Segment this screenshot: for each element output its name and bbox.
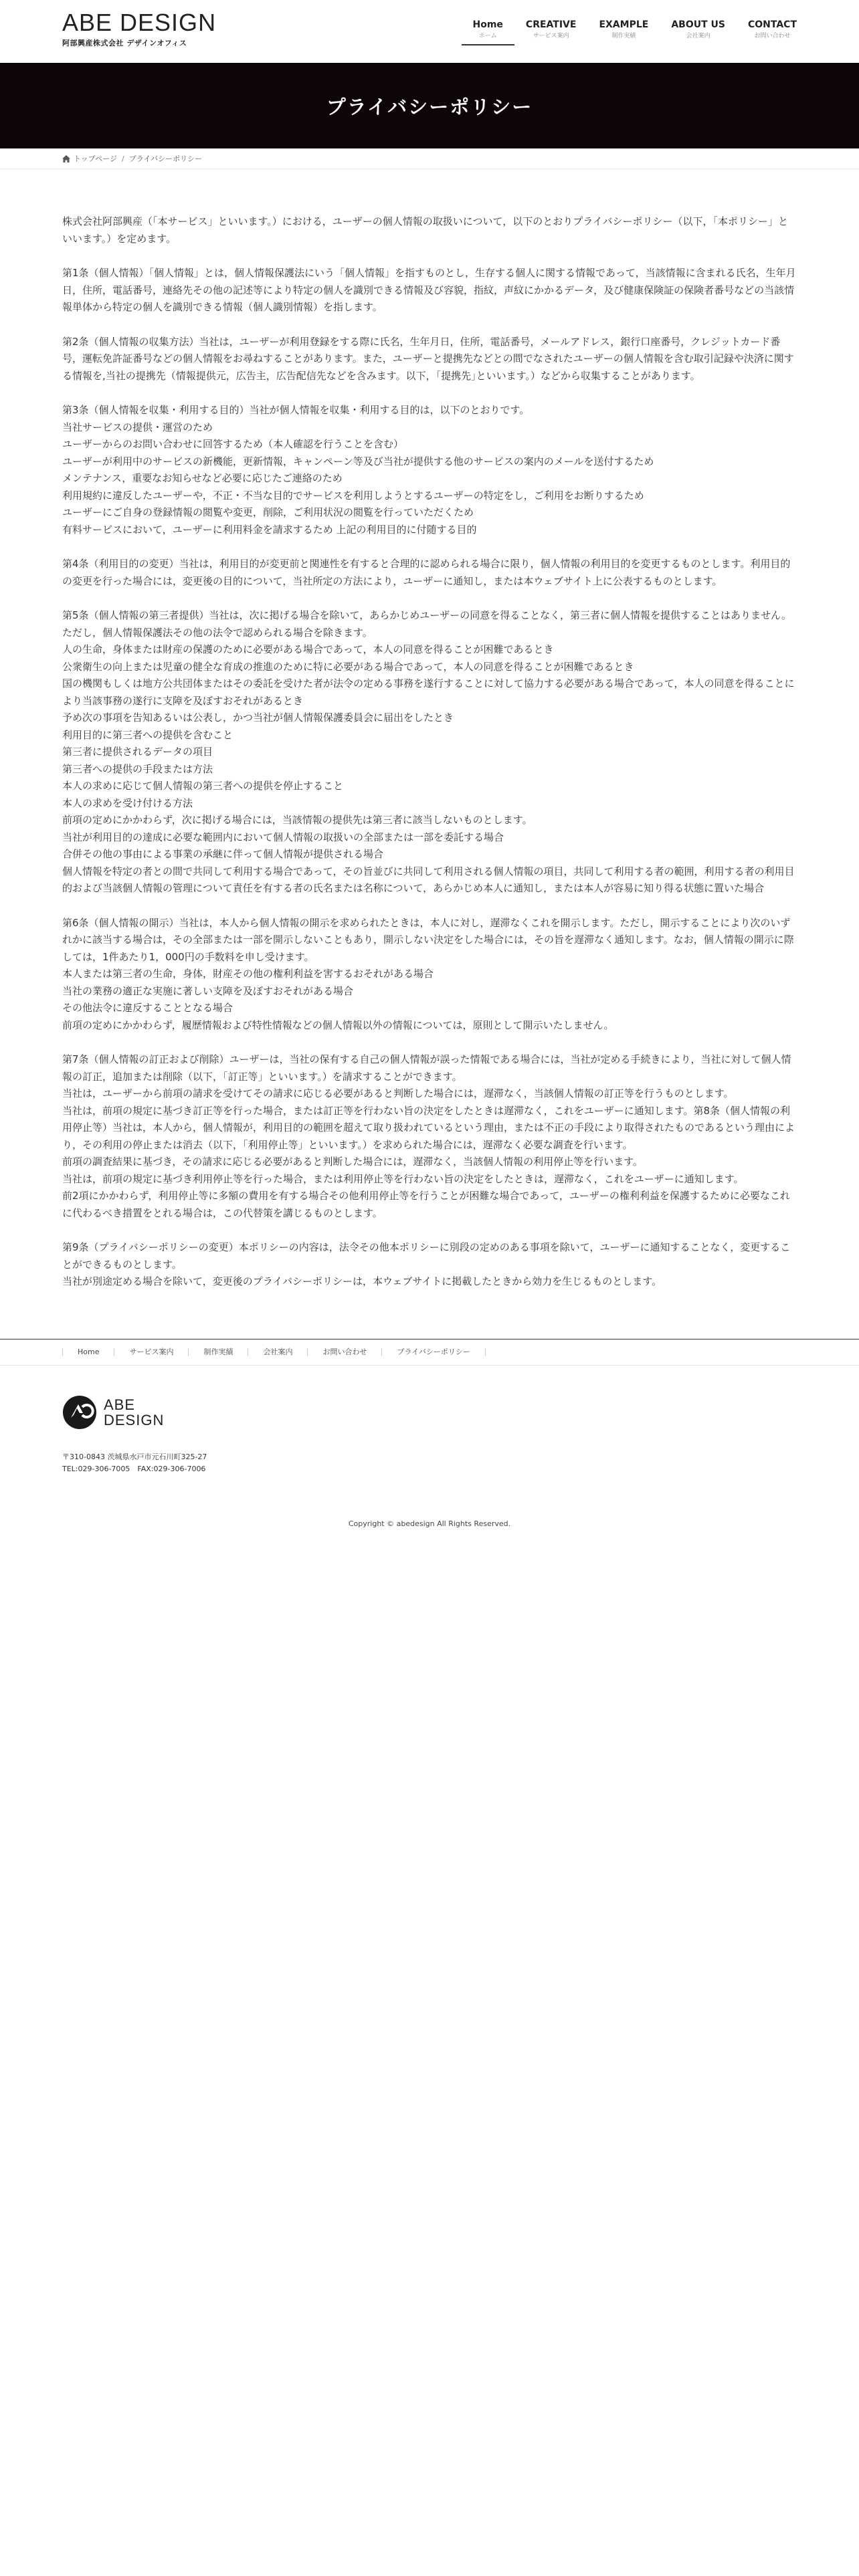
footer-logo-line1: ABE: [104, 1396, 136, 1413]
nav-label: CONTACT: [747, 19, 797, 30]
breadcrumb-separator: /: [122, 154, 124, 163]
nav-label: ABOUT US: [671, 19, 725, 30]
policy-line: 本人の求めに応じて個人情報の第三者への提供を停止すること: [62, 780, 344, 792]
site-logo[interactable]: [62, 9, 216, 48]
nav-sub-label: お問い合わせ: [754, 33, 791, 39]
policy-line: 前項の調査結果に基づき，その請求に応じる必要があると判断した場合には，遅滞なく，当該個人情報の利用停止等を行います。: [62, 1156, 643, 1168]
policy-line: 前2項にかかわらず，利用停止等に多額の費用を有する場合その他利用停止等を行うことが困難な場合であって，ユーザーの権利利益を保護するために必要なこれに代わるべき措置をとれる場合は，この代替策を講じるものとします。: [62, 1190, 790, 1219]
copyright: Copyright © abedesign All Rights Reserved.: [348, 1519, 511, 1528]
nav-sub-label: ホーム: [478, 33, 497, 39]
nav-item-about-us[interactable]: [660, 19, 737, 45]
nav-label: CREATIVE: [525, 19, 577, 30]
abe-logo-mark-icon: [62, 1395, 97, 1430]
policy-line: 当社は，前項の規定に基づき利用停止等を行った場合，または利用停止等を行わない旨の決定をしたときは，遅滞なく，これをユーザーに通知します。: [62, 1172, 744, 1185]
policy-paragraph: [62, 334, 797, 385]
footer-nav: [62, 1339, 797, 1365]
policy-line: 本人または第三者の生命，身体，財産その他の権利利益を害するおそれがある場合: [62, 968, 434, 980]
policy-line: 本人の求めを受け付ける方法: [62, 796, 193, 809]
policy-line: ユーザーにご自身の登録情報の閲覧や変更，削除，ご利用状況の閲覧を行っていただくため: [62, 506, 474, 518]
policy-line: 国の機関もしくは地方公共団体またはその委託を受けた者が法令の定める事務を遂行することに対して協力する必要がある場合であって，本人の同意を得ることにより当該事務の遂行に支障を及ぼすおそれがあるとき: [62, 677, 795, 707]
logo-main-text: ABE DESIGN: [62, 9, 217, 36]
policy-line: 第3条（個人情報を収集・利用する目的）当社が個人情報を収集・利用する目的は，以下のとおりです。: [62, 404, 530, 416]
policy-line: 第7条（個人情報の訂正および削除）ユーザーは，当社の保有する自己の個人情報が誤った情報である場合には，当社が定める手続きにより，当社に対して個人情報の訂正，追加または削除（以下，「訂正等」といいます。）を請求することができます。: [62, 1053, 791, 1083]
policy-paragraph: [62, 556, 797, 590]
policy-line: その他法令に違反することとなる場合: [62, 1002, 233, 1014]
nav-label: EXAMPLE: [599, 19, 649, 30]
nav-item-contact[interactable]: [737, 19, 797, 45]
policy-line: ユーザーからのお問い合わせに回答するため（本人確認を行うことを含む）: [62, 438, 404, 450]
policy-line: 前項の定めにかかわらず，履歴情報および特性情報などの個人情報以外の情報については，原則として開示いたしません。: [62, 1018, 614, 1031]
policy-line: 当社は，ユーザーから前項の請求を受けてその請求に応じる必要があると判断した場合には，遅滞なく，当該個人情報の訂正等を行うものとします。: [62, 1087, 734, 1099]
policy-line: 第6条（個人情報の開示）当社は，本人から個人情報の開示を求められたときは，本人に対し，遅滞なくこれを開示します。ただし，開示することにより次のいずれかに該当する場合は，その全部または一部を開示しないこともあり，開示しない決定をした場合には，その旨を遅滞なく通知します。なお，個人情報の開示に際しては，1件あたり1，000円の手数料を申し受けます。: [62, 916, 794, 963]
nav-sub-label: 制作実績: [611, 33, 636, 39]
policy-line: 当社は，前項の規定に基づき訂正等を行った場合，または訂正等を行わない旨の決定をしたときは遅滞なく，これをユーザーに通知します。第8条（個人情報の利用停止等）当社は，本人から，個人情報が，利用目的の範囲を超えて取り扱われているという理由，または不正の手段により取得されたものであるという理由により，その利用の停止または消去（以下，「利用停止等」といいます。）を求められた場合には，遅滞なく必要な調査を行います。: [62, 1104, 795, 1151]
policy-line: 前項の定めにかかわらず，次に掲げる場合には，当該情報の提供先は第三者に該当しないものとします。: [62, 814, 533, 826]
policy-line: 利用規約に違反したユーザーや，不正・不当な目的でサービスを利用しようとするユーザーの特定をし，ご利用をお断りするため: [62, 489, 644, 502]
footer-link-privacy[interactable]: プライバシーポリシー: [381, 1348, 485, 1356]
footer-link-home[interactable]: Home: [62, 1348, 114, 1356]
policy-line: 合併その他の事由による事業の承継に伴って個人情報が提供される場合: [62, 848, 384, 860]
policy-line: 第2条（個人情報の収集方法）当社は，ユーザーが利用登録をする際に氏名，生年月日，住所，電話番号，メールアドレス，銀行口座番号，クレジットカード番号，運転免許証番号などの個人情報をお尋ねすることがあります。また，ユーザーと提携先などとの間でなされたユーザーの個人情報を含む取引記録や決済に関する情報を,当社の提携先（情報提供元，広告主，広告配信先などを含みます。以下，｢提携先｣といいます。）などから収集することがあります。: [62, 335, 794, 382]
logo-sub-text: 阿部興産株式会社 デザインオフィス: [62, 39, 187, 47]
main-content: [0, 169, 859, 1291]
policy-line: ユーザーが利用中のサービスの新機能，更新情報，キャンペーン等及び当社が提供する他のサービスの案内のメールを送付するため: [62, 455, 654, 467]
footer-tel-fax: TEL:029-306-7005 FAX:029-306-7006: [62, 1464, 206, 1473]
nav-item-example[interactable]: [587, 19, 660, 45]
policy-paragraph: [62, 1051, 797, 1222]
global-nav: [462, 19, 797, 45]
policy-line: 個人情報を特定の者との間で共同して利用する場合であって，その旨並びに共同して利用される個人情報の項目，共同して利用する者の範囲，利用する者の利用目的および当該個人情報の管理について責任を有する者の氏名または名称について，あらかじめ本人に通知し，または本人が容易に知り得る状態に置いた場合: [62, 865, 795, 894]
privacy-policy-article: [62, 213, 797, 1291]
footer-link-company[interactable]: 会社案内: [248, 1348, 307, 1356]
policy-line: 第三者への提供の手段または方法: [62, 762, 213, 775]
policy-paragraph: [62, 607, 797, 897]
footer-address-block: [62, 1451, 797, 1475]
breadcrumb: [62, 148, 797, 169]
footer-logo[interactable]: [62, 1395, 797, 1430]
breadcrumb-current: プライバシーポリシー: [128, 154, 203, 163]
footer-link-services[interactable]: サービス案内: [114, 1348, 188, 1356]
policy-line: 当社が利用目的の達成に必要な範囲内において個人情報の取扱いの全部または一部を委託する場合: [62, 831, 504, 843]
policy-paragraph: [62, 402, 797, 538]
footer-link-works[interactable]: 制作実績: [188, 1348, 248, 1356]
footer-logo-line2: DESIGN: [104, 1411, 165, 1428]
policy-paragraph: [62, 915, 797, 1035]
nav-item-creative[interactable]: [514, 19, 588, 45]
policy-line: 公衆衛生の向上または児童の健全な育成の推進のために特に必要がある場合であって，本人の同意を得ることが困難であるとき: [62, 660, 634, 673]
nav-item-home[interactable]: [462, 19, 514, 45]
footer-link-contact[interactable]: お問い合わせ: [307, 1348, 381, 1356]
policy-line: 第5条（個人情報の第三者提供）当社は，次に掲げる場合を除いて，あらかじめユーザーの同意を得ることなく，第三者に個人情報を提供することはありません。ただし，個人情報保護法その他の法令で認められる場合を除きます。: [62, 609, 791, 639]
policy-paragraph: [62, 213, 797, 247]
policy-line: 利用目的に第三者への提供を含むこと: [62, 728, 233, 741]
nav-sub-label: サービス案内: [533, 33, 569, 39]
footer-address: 〒310-0843 茨城県水戸市元石川町325-27: [62, 1452, 207, 1461]
breadcrumb-home-link[interactable]: トップページ: [74, 154, 118, 163]
footer-logo-text: [104, 1397, 164, 1428]
site-header: [0, 0, 859, 63]
policy-line: 第1条（個人情報）「個人情報」とは，個人情報保護法にいう「個人情報」を指すものとし，生存する個人に関する情報であって，当該情報に含まれる氏名，生年月日，住所，電話番号，連絡先その他の記述等により特定の個人を識別できる情報及び容貌，指紋，声紋にかかるデータ，及び健康保険証の保険者番号などの当該情報単体から特定の個人を識別できる情報（個人識別情報）を指します。: [62, 267, 796, 313]
policy-line: 有料サービスにおいて，ユーザーに利用料金を請求するため 上記の利用目的に付随する目的: [62, 523, 477, 536]
page-header: [0, 63, 859, 148]
policy-line: 当社サービスの提供・運営のため: [62, 421, 213, 433]
policy-paragraph: [62, 265, 797, 316]
policy-line: 第三者に提供されるデータの項目: [62, 746, 213, 758]
footer-nav-bar: [0, 1339, 859, 1366]
breadcrumb-bar: [0, 148, 859, 169]
policy-line: 予め次の事項を告知あるいは公表し，かつ当社が個人情報保護委員会に届出をしたとき: [62, 712, 454, 724]
home-icon: [62, 155, 70, 163]
policy-line: 株式会社阿部興産（「本サービス」といいます。）における，ユーザーの個人情報の取扱いについて，以下のとおりプライバシーポリシー（以下，「本ポリシー」といいます。）を定めます。: [62, 215, 788, 245]
policy-line: 第9条（プライバシーポリシーの変更）本ポリシーの内容は，法令その他本ポリシーに別段の定めのある事項を除いて，ユーザーに通知することなく，変更することができるものとします。: [62, 1241, 791, 1271]
page-title: プライバシーポリシー: [326, 95, 533, 118]
policy-line: 人の生命，身体または財産の保護のために必要がある場合であって，本人の同意を得ることが困難であるとき: [62, 643, 554, 655]
policy-line: 当社の業務の適正な実施に著しい支障を及ぼすおそれがある場合: [62, 984, 354, 997]
nav-label: Home: [472, 19, 503, 30]
policy-line: 当社が別途定める場合を除いて，変更後のプライバシーポリシーは，本ウェブサイトに掲載したときから効力を生じるものとします。: [62, 1275, 662, 1287]
nav-sub-label: 会社案内: [686, 33, 710, 39]
policy-paragraph: [62, 1239, 797, 1291]
policy-line: メンテナンス，重要なお知らせなど必要に応じたご連絡のため: [62, 472, 343, 484]
policy-line: 第4条（利用目的の変更）当社は，利用目的が変更前と関連性を有すると合理的に認められる場合に限り，個人情報の利用目的を変更するものとします。利用目的の変更を行った場合には，変更後の目的について，当社所定の方法により，ユーザーに通知し，または本ウェブサイト上に公表するものとします。: [62, 558, 791, 587]
site-footer: [0, 1366, 859, 1528]
